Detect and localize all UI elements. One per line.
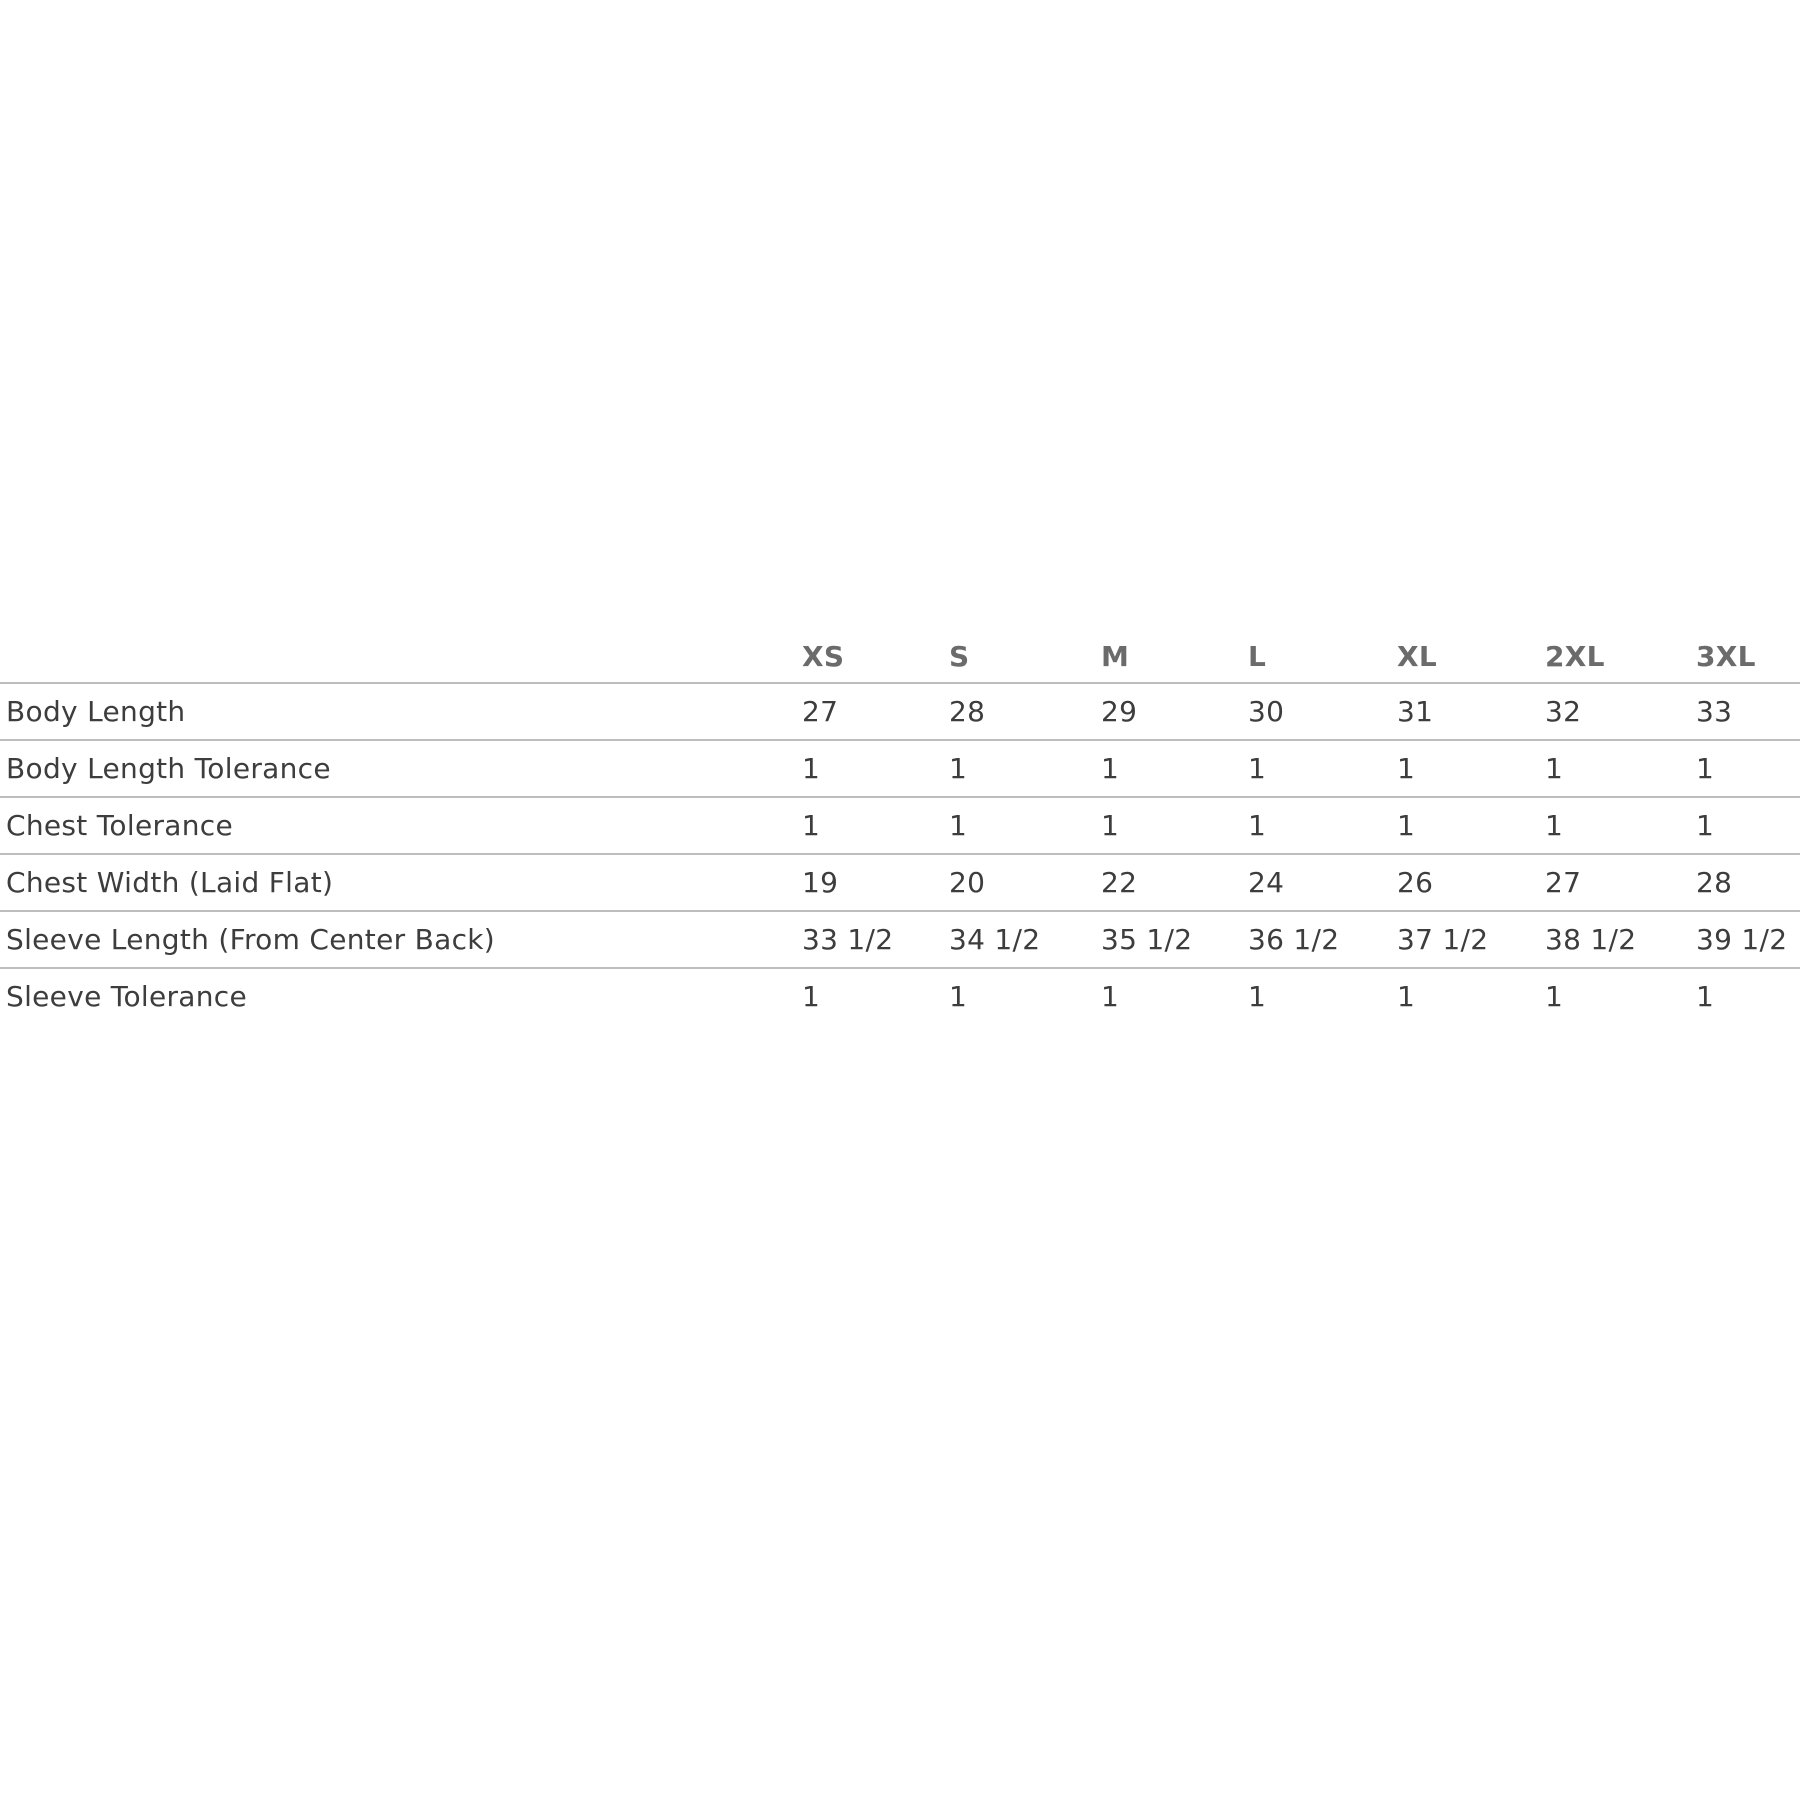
table-cell: 31 [1397,683,1545,740]
table-cell: 1 [949,980,968,1013]
table-cell: 1 [1696,797,1800,854]
table-cell: 27 [802,683,949,740]
table-cell: 26 [1397,854,1545,911]
row-label: Chest Width (Laid Flat) [0,854,802,911]
header-size-xl: XL [1397,630,1545,683]
table-row [0,854,1800,911]
table-cell: 1 [949,797,1101,854]
table-cell: 37 1/2 [1397,911,1545,968]
table-cell: 35 1/2 [1101,911,1248,968]
table-cell: 39 1/2 [1696,911,1800,968]
table-cell: 27 [1545,854,1696,911]
table-cell: 22 [1101,854,1248,911]
header-label-blank [0,630,802,683]
table-cell: 1 [802,740,949,797]
header-size-2xl: 2XL [1545,630,1696,683]
table-cell: 1 [1248,980,1267,1013]
header-size-3xl: 3XL [1696,630,1800,683]
header-size-xs: XS [802,630,949,683]
table-row [0,797,1800,854]
table-cell: 24 [1248,854,1397,911]
table-cell: 1 [1545,740,1696,797]
table-cell: 1 [1397,797,1545,854]
table-cell: 33 1/2 [802,911,949,968]
table-cell: 1 [1101,740,1248,797]
table-cell: 34 1/2 [949,911,1101,968]
header-size-m: M [1101,630,1248,683]
table-cell: 1 [1101,797,1248,854]
table-cell: 33 [1696,683,1800,740]
table-cell: 30 [1248,683,1397,740]
header-row [0,630,1800,683]
row-label: Sleeve Tolerance [6,980,248,1013]
row-label: Chest Tolerance [0,797,802,854]
row-label: Sleeve Length (From Center Back) [0,911,802,968]
table-cell: 1 [1101,980,1120,1013]
row-label: Body Length Tolerance [0,740,802,797]
header-size-s: S [949,630,1101,683]
table-row [0,968,1800,1024]
table-cell: 1 [1248,797,1397,854]
table-cell: 38 1/2 [1545,911,1696,968]
table-cell: 36 1/2 [1248,911,1397,968]
table-row [0,683,1800,740]
table-cell: 32 [1545,683,1696,740]
size-chart-table [0,630,1800,1024]
table-cell: 1 [1397,980,1416,1013]
table-row [0,740,1800,797]
row-label: Body Length [0,683,802,740]
table-cell: 1 [949,740,1101,797]
table-cell: 1 [1545,980,1564,1013]
table-cell: 1 [1248,740,1397,797]
table-cell: 20 [949,854,1101,911]
table-cell: 1 [1696,980,1715,1013]
table-cell: 28 [949,683,1101,740]
table-cell: 19 [802,854,949,911]
table-cell: 28 [1696,854,1800,911]
table-row [0,911,1800,968]
table-cell: 1 [1696,740,1800,797]
table-cell: 1 [802,980,821,1013]
table-cell: 1 [1545,797,1696,854]
table-cell: 29 [1101,683,1248,740]
table-cell: 1 [1397,740,1545,797]
header-size-l: L [1248,630,1397,683]
table-cell: 1 [802,797,949,854]
